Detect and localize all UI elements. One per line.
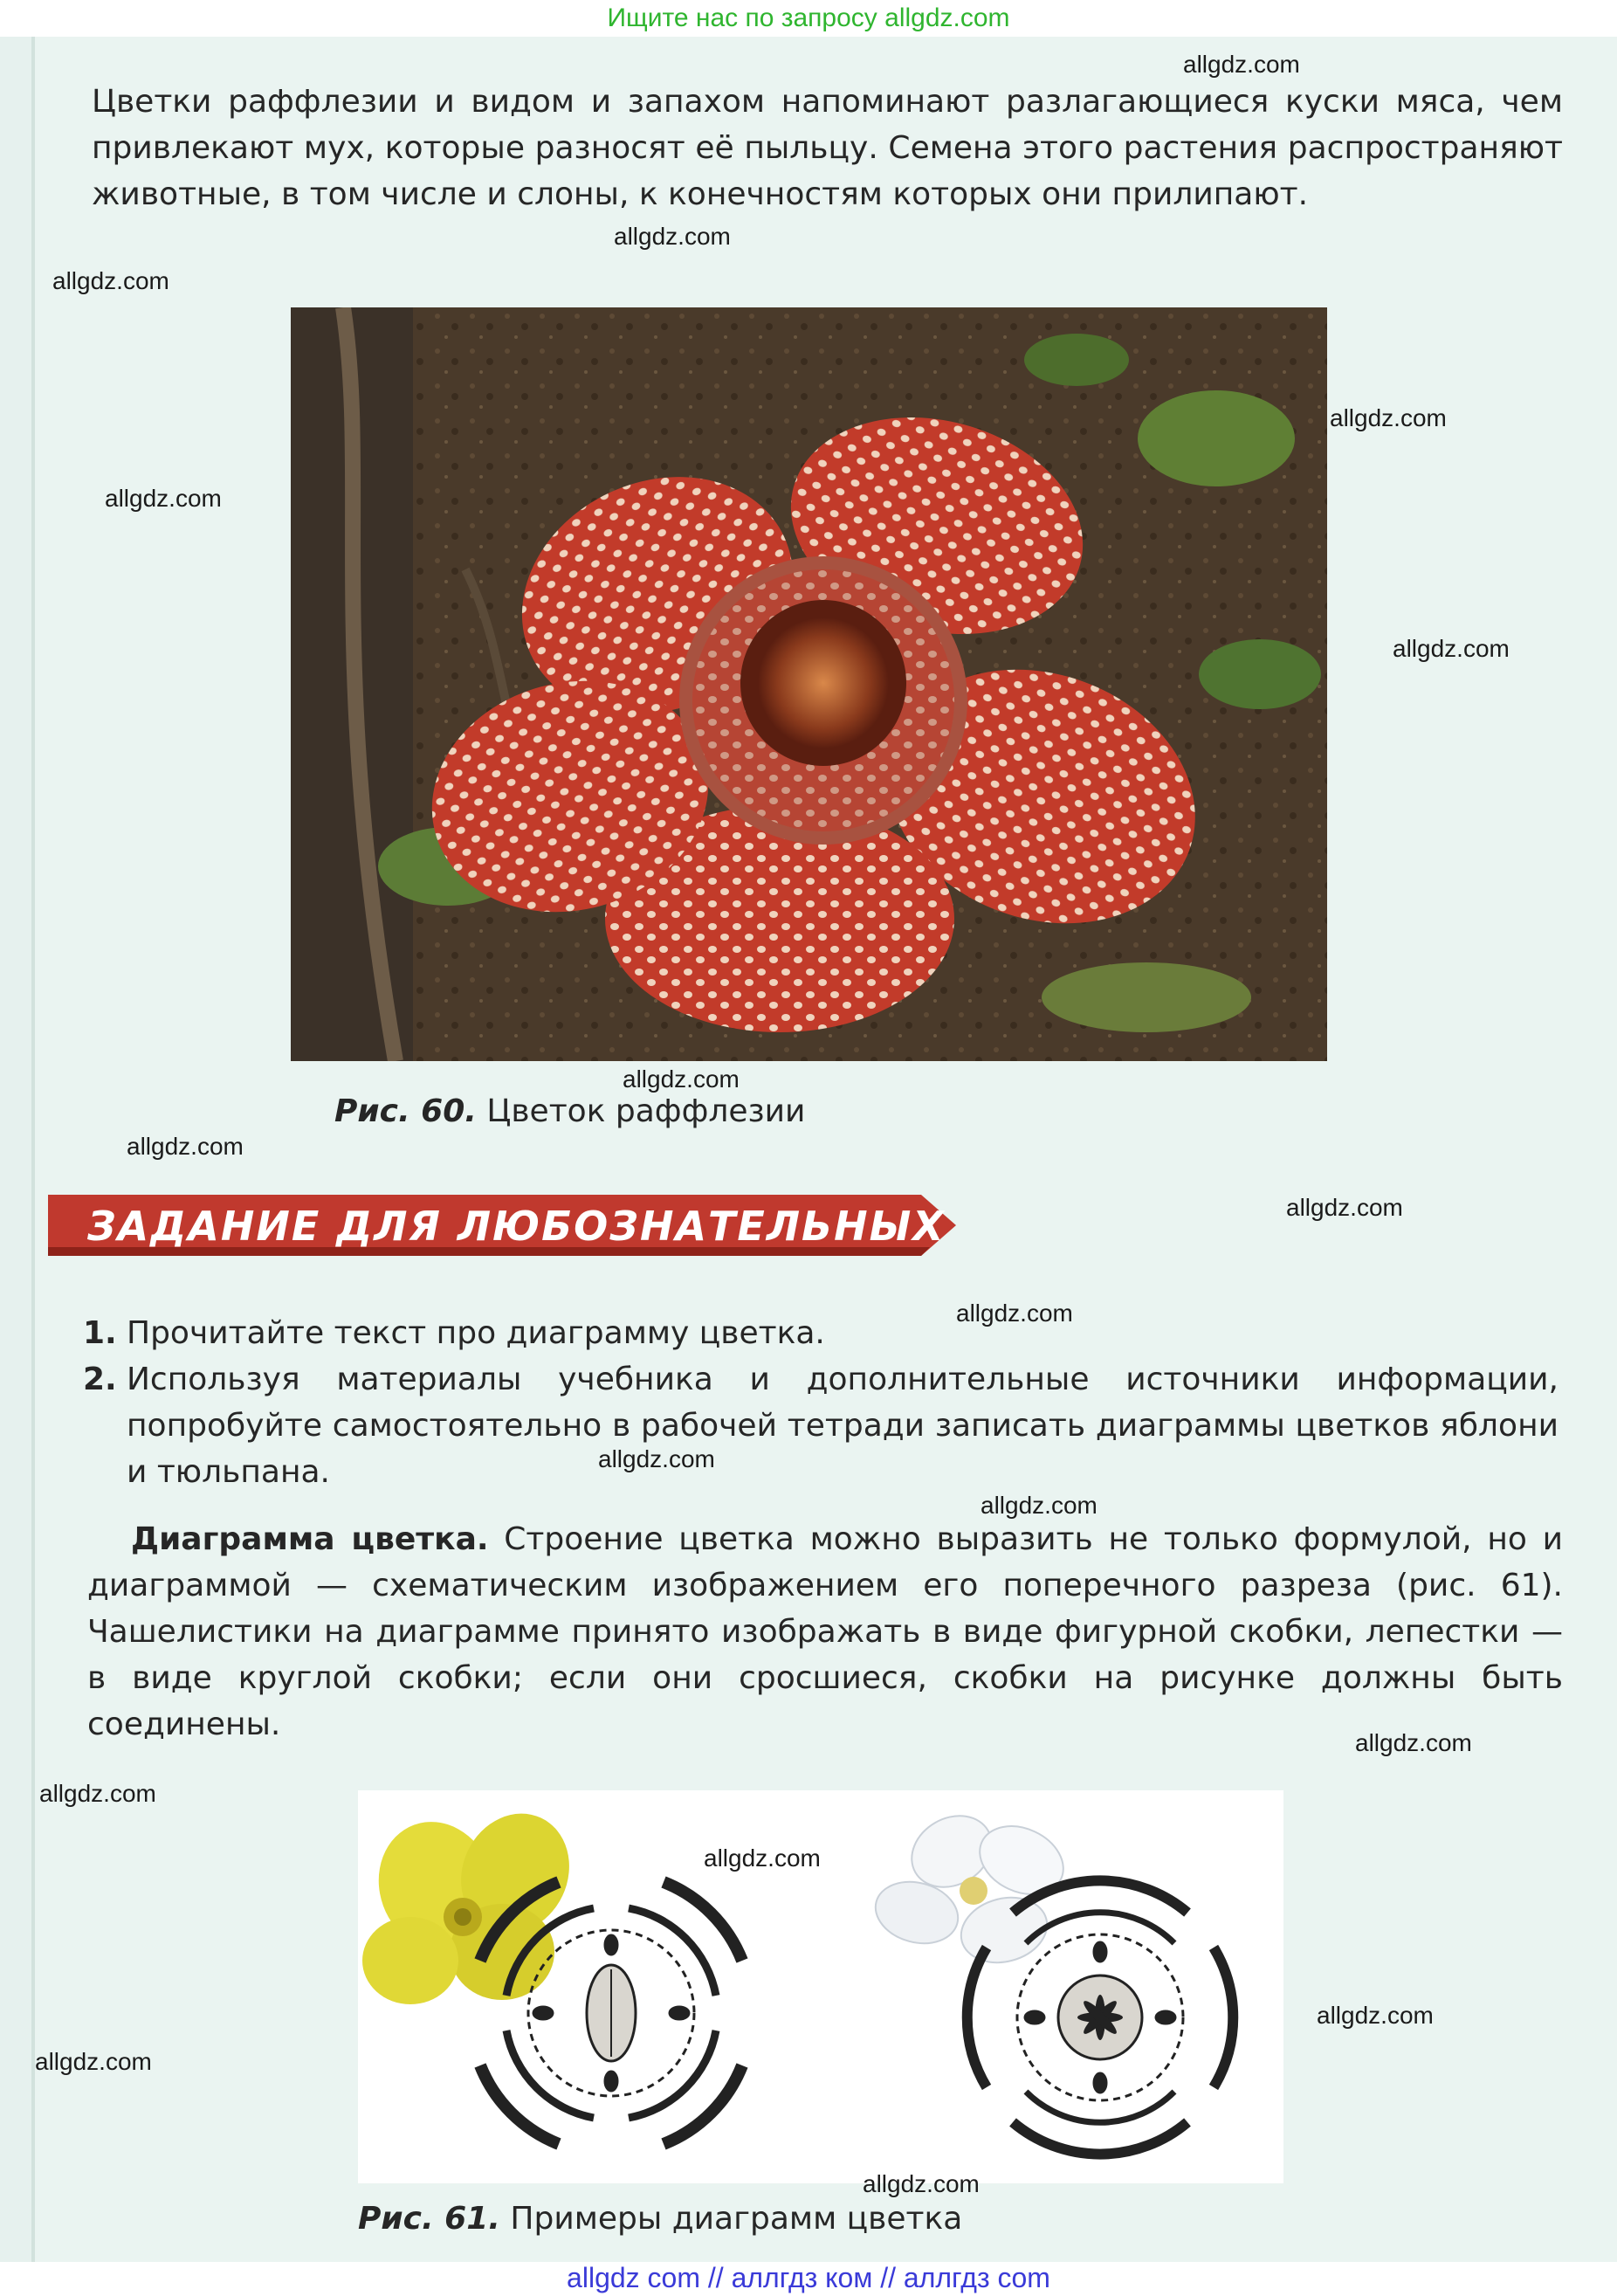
rafflesia-image <box>291 307 1327 1061</box>
section-header <box>48 1195 956 1256</box>
watermark: allgdz.com <box>1286 1194 1403 1221</box>
diagram-paragraph <box>87 1516 1563 1748</box>
task-text: Прочитайте текст про диаграмму цветка. <box>127 1315 825 1351</box>
watermark: allgdz.com <box>704 1844 821 1872</box>
figure-60-title: Цветок раффлезии <box>486 1093 806 1129</box>
watermark: allgdz.com <box>1317 2002 1434 2029</box>
watermark: allgdz.com <box>1355 1729 1472 1756</box>
watermark: allgdz.com <box>127 1133 244 1160</box>
task-text: Используя материалы учебника и дополнительные источники информации, попробуйте самостоятельно в рабочей тетради записать диаграммы цветков яблони и тюльпана. <box>127 1362 1559 1490</box>
watermark: allgdz.com <box>614 223 731 250</box>
watermark: allgdz.com <box>1393 635 1510 662</box>
figure-61-label: Рис. 61. <box>358 2201 500 2237</box>
top-banner[interactable]: Ищите нас по запросу allgdz.com <box>607 3 1010 32</box>
watermark: allgdz.com <box>863 2170 980 2197</box>
diagram-term: Диаграмма цветка. <box>131 1521 489 1557</box>
watermark: allgdz.com <box>52 267 169 294</box>
figure-61-caption <box>358 2201 962 2237</box>
task-number: 1. <box>83 1315 117 1351</box>
figure-60-caption <box>334 1093 805 1129</box>
task-item-2 <box>83 1356 1563 1495</box>
watermark: allgdz.com <box>105 485 222 512</box>
watermark: allgdz.com <box>35 2048 152 2075</box>
watermark: allgdz.com <box>598 1445 715 1472</box>
section-title: ЗАДАНИЕ ДЛЯ ЛЮБОЗНАТЕЛЬНЫХ <box>87 1203 946 1250</box>
diagram-body: Строение цветка можно выразить не только формулой, но и диаграммой — схематическим изображением его поперечного разреза (рис. 61). Чашелистики на диаграмме принято изображать в виде фигурной скобки, лепестки — в виде круглой скобки; если они сросшиеся, скобки на рисунке должны быть соединены. <box>87 1521 1564 1742</box>
watermark: allgdz.com <box>1330 404 1447 431</box>
watermark: allgdz.com <box>981 1492 1097 1519</box>
watermark: allgdz.com <box>39 1780 156 1807</box>
yellow-flower-photo <box>361 1796 588 2004</box>
flower-diagrams-image <box>358 1790 1283 2183</box>
intro-paragraph: Цветки раффлезии и видом и запахом напоминают разлагающиеся куски мяса, чем привлекают мух, которые разносят её пыльцу. Семена этого растения распространяют животные, в том числе и слоны, к конечностям которых они прилипают. <box>92 84 1563 212</box>
figure-60-label: Рис. 60. <box>334 1093 477 1129</box>
figure-61-diagrams <box>358 1790 1283 2183</box>
watermark: allgdz.com <box>623 1065 740 1093</box>
figure-60-photo <box>291 307 1327 1061</box>
figure-61-title: Примеры диаграмм цветка <box>510 2201 963 2237</box>
white-flower-photo <box>869 1802 1075 1972</box>
task-item-1 <box>83 1310 1563 1356</box>
bottom-banner[interactable]: allgdz com // аллгдз ком // аллгдз com <box>0 2262 1617 2296</box>
task-number: 2. <box>83 1362 117 1397</box>
watermark: allgdz.com <box>1183 51 1300 78</box>
watermark: allgdz.com <box>956 1300 1073 1327</box>
